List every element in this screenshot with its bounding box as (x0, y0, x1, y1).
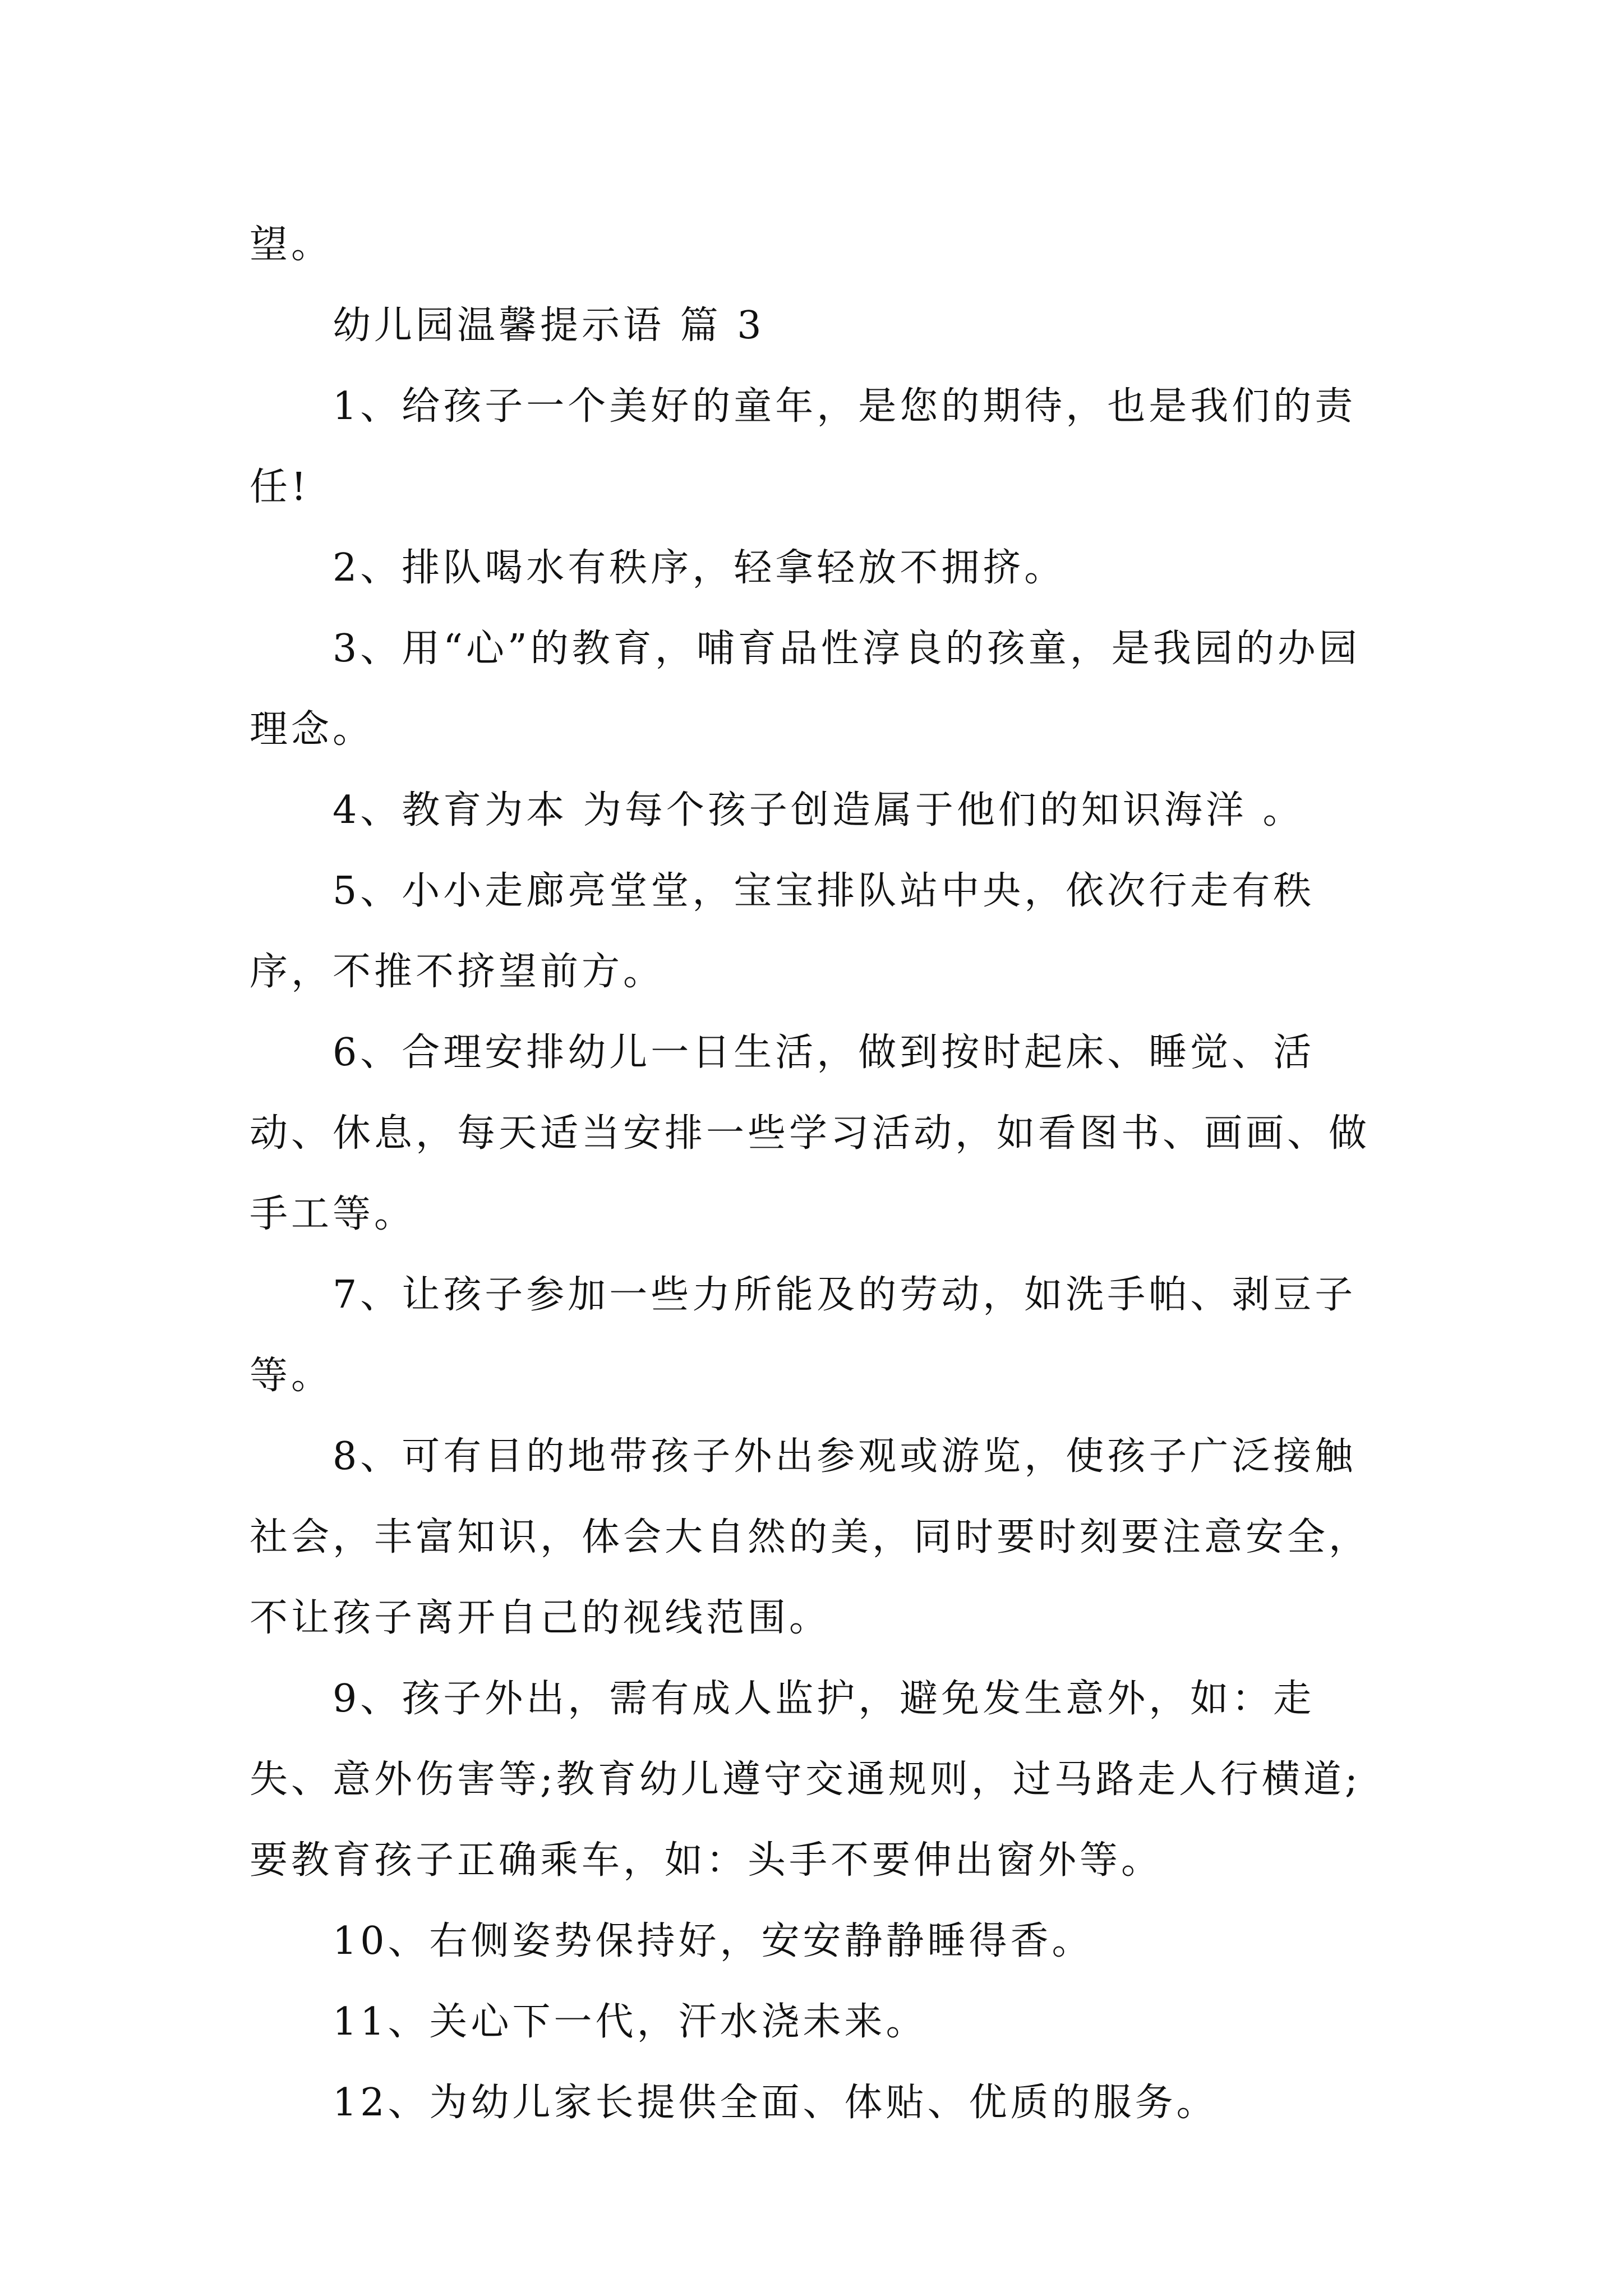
list-item-3: 3、用“心”的教育，哺育品性淳良的孩童，是我园的办园理念。 (250, 627, 1361, 752)
list-item-1: 1、给孩子一个美好的童年，是您的期待，也是我们的责任! (250, 384, 1357, 509)
list-item-4: 4、教育为本 为每个孩子创造属于他们的知识海洋 。 (333, 788, 1304, 832)
list-item-11: 11、关心下一代，汗水浇未来。 (333, 2000, 928, 2044)
list-item-7: 7、让孩子参加一些力所能及的劳动，如洗手帕、剥豆子等。 (250, 1273, 1357, 1398)
continuation-text: 望。 (250, 223, 333, 267)
section-title: 幼儿园温馨提示语 篇 3 (333, 303, 765, 348)
list-item-2: 2、排队喝水有秩序，轻拿轻放不拥挤。 (333, 546, 1066, 590)
list-item-10: 10、右侧姿势保持好，安安静静睡得香。 (333, 1919, 1094, 1963)
list-item-8: 8、可有目的地带孩子外出参观或游览，使孩子广泛接触社会，丰富知识，体会大自然的美，同时要时刻要注意安全，不让孩子离开自己的视线范围。 (250, 1434, 1371, 1640)
list-item-6: 6、合理安排幼儿一日生活，做到按时起床、睡觉、活动、休息，每天适当安排一些学习活动，如看图书、画画、做手工等。 (250, 1030, 1371, 1236)
list-item-9: 9、孩子外出，需有成人监护，避免发生意外，如：走失、意外伤害等;教育幼儿遵守交通规则，过马路走人行横道;要教育孩子正确乘车，如：头手不要伸出窗外等。 (250, 1677, 1361, 1883)
document-body (250, 205, 1380, 2143)
list-item-5: 5、小小走廊亮堂堂，宝宝排队站中央，依次行走有秩序，不推不挤望前方。 (250, 869, 1315, 994)
list-item-12: 12、为幼儿家长提供全面、体贴、优质的服务。 (333, 2081, 1218, 2125)
